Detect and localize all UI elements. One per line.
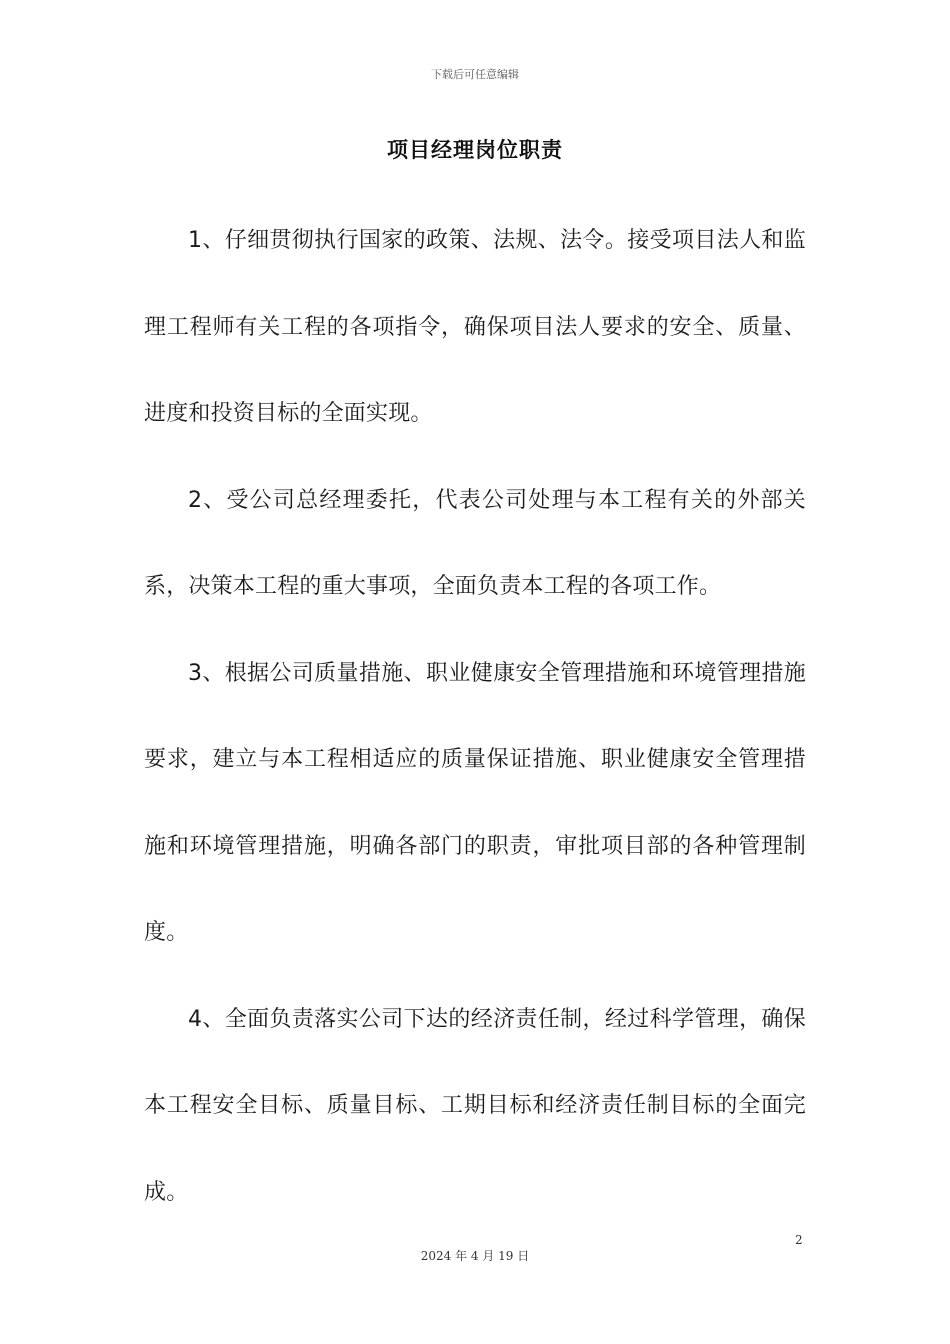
- paragraph-1: 1、仔细贯彻执行国家的政策、法规、法令。接受项目法人和监理工程师有关工程的各项指令，确保项目法人要求的安全、质量、进度和投资目标的全面实现。: [144, 228, 806, 426]
- header-note: 下载后可任意编辑: [431, 68, 519, 81]
- page-number: 2: [795, 1233, 803, 1247]
- paragraph-4: 4、全面负责落实公司下达的经济责任制，经过科学管理，确保本工程安全目标、质量目标、工期目标和经济责任制目标的全面完成。: [144, 1006, 806, 1205]
- paragraph-2: 2、受公司总经理委托，代表公司处理与本工程有关的外部关系，决策本工程的重大事项，全面负责本工程的各项工作。: [144, 487, 806, 599]
- footer-date: 2024 年 4 月 19 日: [420, 1249, 530, 1263]
- paragraph-3: 3、根据公司质量措施、职业健康安全管理措施和环境管理措施要求，建立与本工程相适应的质量保证措施、职业健康安全管理措施和环境管理措施，明确各部门的职责，审批项目部的各种管理制度。: [144, 660, 806, 945]
- document-title: 项目经理岗位职责: [387, 138, 563, 162]
- document-body: [144, 198, 806, 1236]
